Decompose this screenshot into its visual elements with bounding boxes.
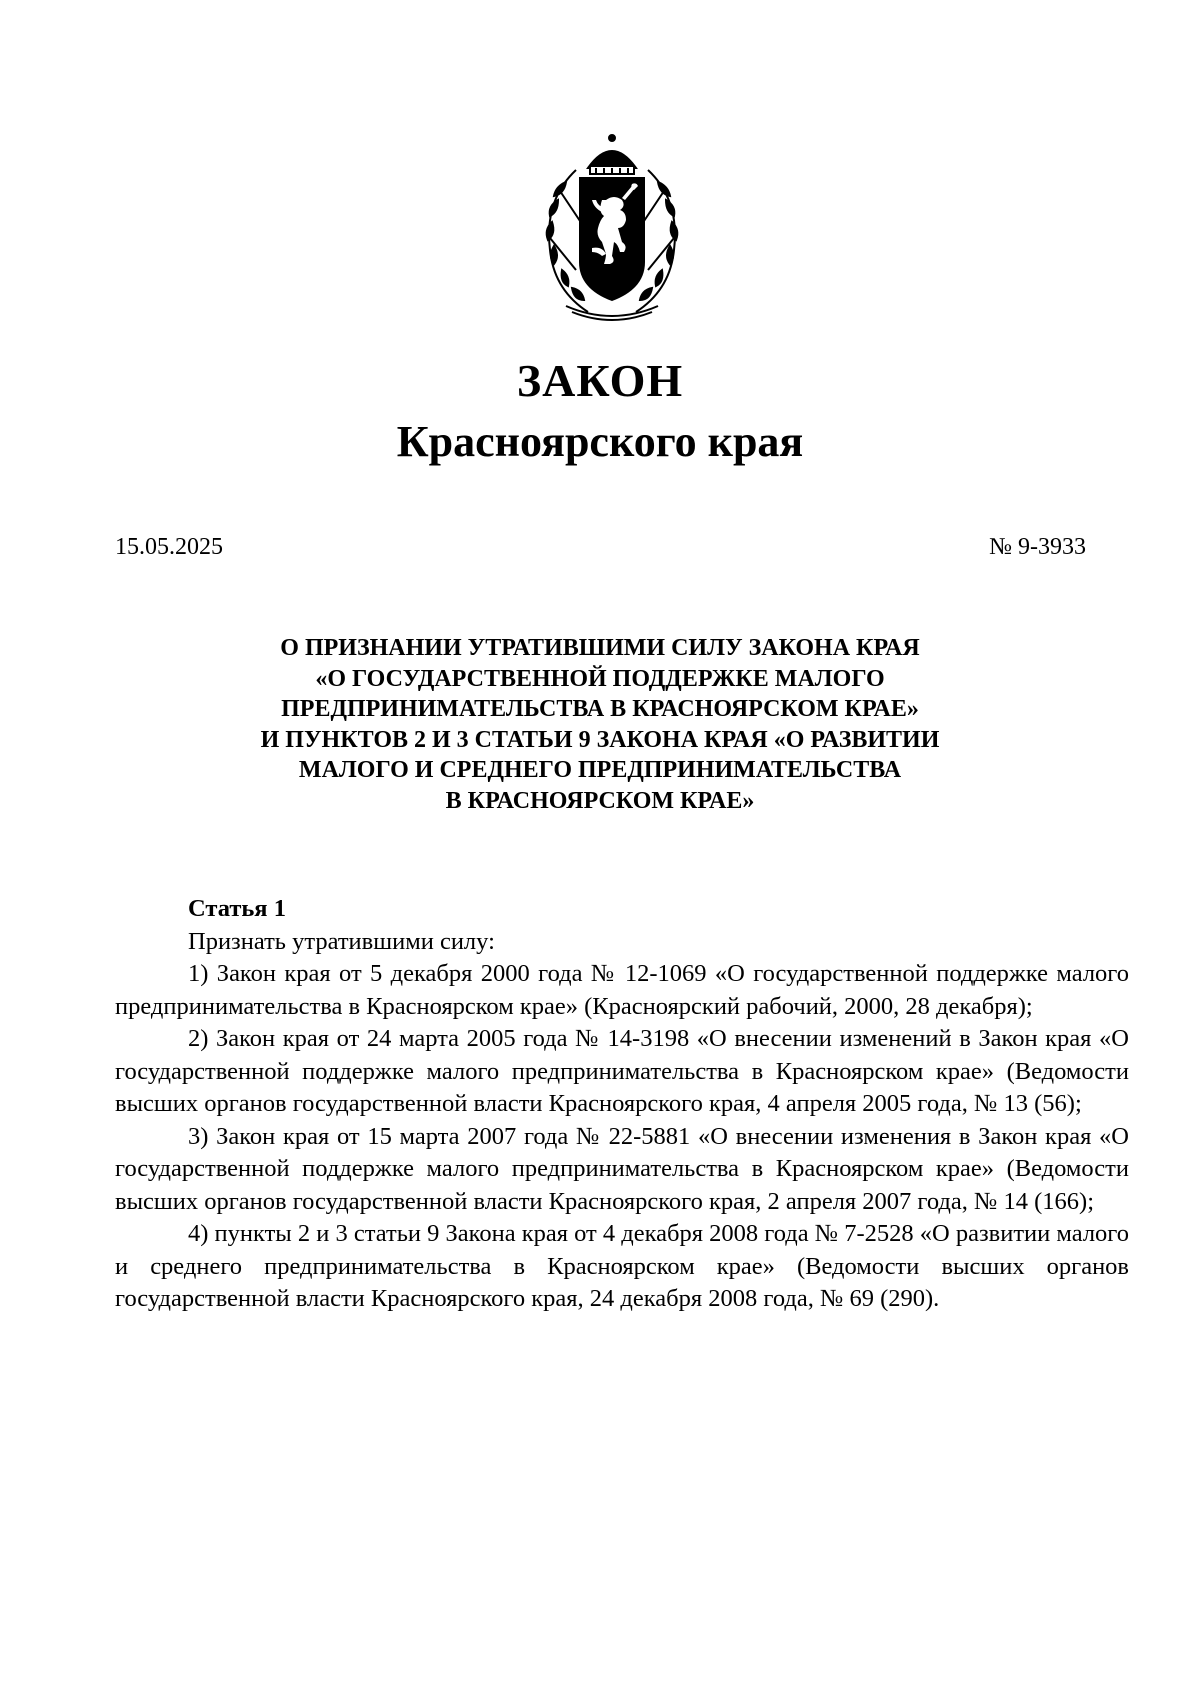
article-item: 4) пункты 2 и 3 статьи 9 Закона края от 4 декабря 2008 года № 7-2528 «О развитии малого и среднего предпринимательства в Красноярском крае» (Ведомости высших органов государственной власти Красноярского края, 24 декабря 2008 года, № 69 (290).	[115, 1220, 1129, 1312]
heading-line: В КРАСНОЯРСКОМ КРАЕ»	[445, 787, 755, 814]
article-intro: Признать утратившими силу:	[188, 927, 495, 955]
law-heading	[150, 633, 1050, 816]
article-item: 1) Закон края от 5 декабря 2000 года № 12-1069 «О государственной поддержке малого предпринимательства в Красноярском крае» (Красноярский рабочий, 2000, 28 декабря);	[115, 960, 1129, 1020]
heading-line: И ПУНКТОВ 2 И 3 СТАТЬИ 9 ЗАКОНА КРАЯ «О РАЗВИТИИ	[260, 726, 940, 753]
heading-line: ПРЕДПРИНИМАТЕЛЬСТВА В КРАСНОЯРСКОМ КРАЕ»	[281, 696, 919, 722]
article-item: 3) Закон края от 15 марта 2007 года № 22-5881 «О внесении изменения в Закон края «О государственной поддержке малого предпринимательства в Красноярском крае» (Ведомости высших органов государственной власти Красноярского края, 2 апреля 2007 года, № 14 (166);	[115, 1122, 1129, 1215]
heading-line: О ПРИЗНАНИИ УТРАТИВШИМИ СИЛУ ЗАКОНА КРАЯ	[280, 635, 920, 661]
article-body	[115, 893, 1129, 1316]
document-date: 15.05.2025	[115, 534, 223, 560]
document-title: ЗАКОН	[516, 355, 684, 406]
article-title: Статья 1	[188, 895, 286, 922]
document-number: № 9-3933	[989, 534, 1086, 560]
heading-line: «О ГОСУДАРСТВЕННОЙ ПОДДЕРЖКЕ МАЛОГО	[315, 665, 885, 692]
document-subtitle: Красноярского края	[396, 417, 804, 466]
krasnoyarsk-coat-of-arms-icon	[536, 130, 688, 326]
article-item: 2) Закон края от 24 марта 2005 года № 14-3198 «О внесении изменений в Закон края «О государственной поддержке малого предпринимательства в Красноярском крае» (Ведомости высших органов государственной власти Красноярского края, 4 апреля 2005 года, № 13 (56);	[115, 1025, 1129, 1117]
heading-line: МАЛОГО И СРЕДНЕГО ПРЕДПРИНИМАТЕЛЬСТВА	[298, 757, 902, 783]
